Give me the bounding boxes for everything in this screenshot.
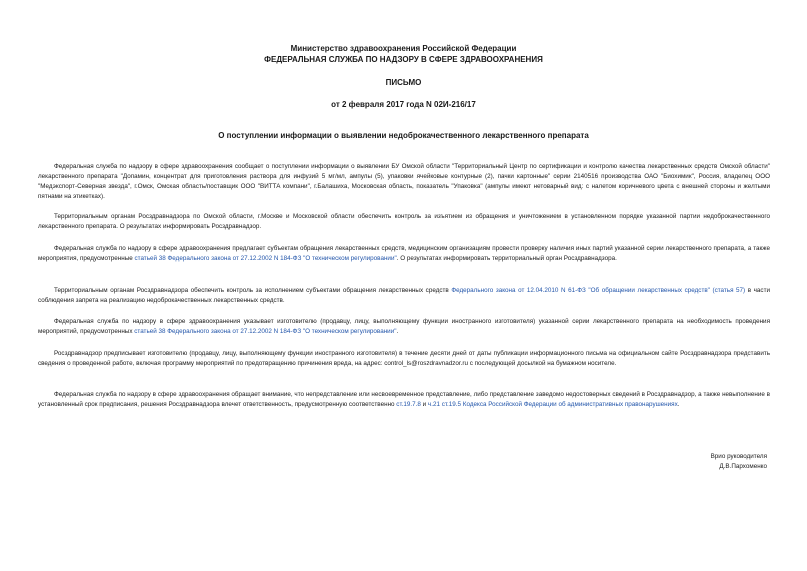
document-date-number: от 2 февраля 2017 года N 02И-216/17 <box>331 100 476 109</box>
service-name: ФЕДЕРАЛЬНАЯ СЛУЖБА ПО НАДЗОРУ В СФЕРЕ ЗДРАВООХРАНЕНИЯ <box>264 55 543 64</box>
paragraph-5-text-b: . <box>396 328 399 335</box>
ministry-name: Министерство здравоохранения Российской Федерации <box>290 44 517 53</box>
paragraph-5 <box>38 317 770 337</box>
paragraph-7-text-b: . <box>677 401 680 408</box>
document-type: ПИСЬМО <box>385 78 422 87</box>
koap-article-19-7-8-link[interactable]: ст.19.7.8 <box>396 401 421 408</box>
paragraph-3-text-a: Федеральная служба по надзору в сфере здравоохранения предлагает субъектам обращения лекарственных средств, медицинским организациям провести проверку наличия иных партий указанной серии лекарственного препарата, а также мероприятия, предусмотренные <box>38 245 770 262</box>
document-title: О поступлении информации о выявлении недоброкачественного лекарственного препарата <box>218 131 589 140</box>
paragraph-4-text-a: Территориальным органам Росздравнадзора обеспечить контроль за исполнением субъектами обращения лекарственных средств <box>54 287 452 294</box>
koap-article-19-5-link[interactable]: ч.21 ст.19.5 Кодекса Российской Федерации об административных правонарушениях <box>427 401 678 408</box>
law-184fz-article38-link-2[interactable]: статьей 38 Федерального закона от 27.12.2002 N 184-ФЗ "О техническом регулировании" <box>134 328 397 335</box>
paragraph-4-text-b: в части соблюдения запрета на реализацию недоброкачественных лекарственных средств. <box>38 287 770 304</box>
paragraph-3 <box>38 244 770 264</box>
paragraph-4 <box>38 286 770 306</box>
paragraph-2-text: Территориальным органам Росздравнадзора по Омской области, г.Москве и Московской области обеспечить контроль за изъятием из обращения и уничтожением в установленном порядке указанной партии недоброкачественного лекарственного препарата. О результатах информировать Росздравнадзор. <box>38 213 770 230</box>
paragraph-3-text-b: . О результатах информировать территориальный орган Росздравнадзора. <box>396 255 617 262</box>
article-57-link[interactable]: (статья 57) <box>712 287 746 294</box>
paragraph-7-text-a: Федеральная служба по надзору в сфере здравоохранения обращает внимание, что непредставление или несвоевременное представление, либо представление заведомо недостоверных сведений в Росздравнадзор, а также невыполнение в установленный срок предписания, решения Росздравнадзора влечет ответственность, предусмотренную соответственно <box>38 391 770 408</box>
paragraph-5-text-a: Федеральная служба по надзору в сфере здравоохранения указывает изготовителю (продавцу, лицу, выполняющему функции иностранного изготовителя) указанной серии лекарственного препарата на необходимость проведения мероприятий, предусмотренных <box>38 318 770 335</box>
paragraph-7 <box>38 390 770 410</box>
paragraph-7-and: и <box>420 401 428 408</box>
law-61fz-link[interactable]: Федерального закона от 12.04.2010 N 61-ФЗ "Об обращении лекарственных средств" <box>451 287 710 294</box>
paragraph-2 <box>38 212 770 232</box>
law-184fz-article38-link[interactable]: статьей 38 Федерального закона от 27.12.2002 N 184-ФЗ "О техническом регулировании" <box>134 255 397 262</box>
paragraph-1: Федеральная служба по надзору в сфере здравоохранения сообщает о поступлении информации о выявлении БУ Омской области "Территориальный Центр по сертификации и контролю качества лекарственных средств Омской области" лекарственного препарата "Допамин, концентрат для приготовления раствора для инфузий 5 мг/мл, ампулы (5), упаковки ячейковые контурные (2), пачки картонные" серии 2140516 производства ОАО "Биохимик", Россия, владелец ООО "Медэкспорт-Северная звезда", г.Омск, Омская область/поставщик ООО "ВИТТА компани", г.Балашиха, Московская область, показатель "Упаковка" (ампулы имеют нетоварный вид: с налетом коричневого цвета с внешней стороны и желтыми пятнами на этикетках). <box>38 163 770 200</box>
signature-name: Д.В.Пархоменко <box>719 463 767 470</box>
signature-position: Врио руководителя <box>710 453 767 460</box>
paragraph-6: Росздравнадзор предписывает изготовителю (продавцу, лицу, выполняющему функции иностранного изготовителя) в течение десяти дней от даты публикации информационного письма на официальном сайте Росздравнадзора представить сведения о проведенной работе, включая программу мероприятий по предотвращению причинения вреда, на адрес: control_ls@roszdravnadzor.ru с последующей досылкой на бумажном носителе. <box>38 350 770 367</box>
